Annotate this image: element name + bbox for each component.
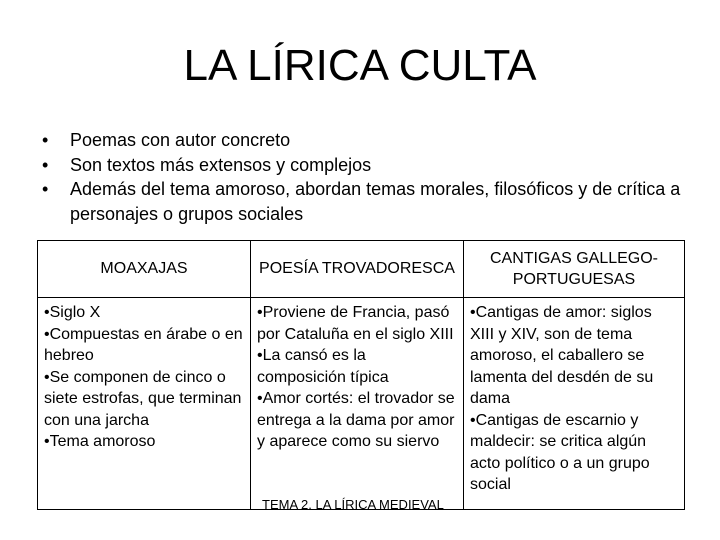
header-poesia-trovadoresca: POESÍA TROVADORESCA bbox=[251, 241, 464, 298]
column-moaxajas bbox=[38, 298, 251, 510]
table-header-row bbox=[38, 241, 685, 298]
list-item: •Proviene de Francia, pasó por Cataluña en el siglo XIII bbox=[257, 304, 454, 343]
list-item: •Compuestas en árabe o en hebreo bbox=[44, 325, 243, 364]
bullet-item: • Son textos más extensos y complejos bbox=[40, 153, 690, 178]
list-item: •Cantigas de escarnio y maldecir: se critica algún acto político o a un grupo social bbox=[470, 411, 650, 493]
list-item: •Tema amoroso bbox=[44, 433, 156, 450]
list-item: •Cantigas de amor: siglos XIII y XIV, son de tema amoroso, el caballero se lamenta del desdén de su dama bbox=[470, 304, 654, 407]
slide-title: LA LÍRICA CULTA bbox=[183, 41, 537, 90]
header-cantigas: CANTIGAS GALLEGO-PORTUGUESAS bbox=[464, 241, 685, 298]
column-cantigas bbox=[464, 298, 685, 510]
slide-footer: TEMA 2. LA LÍRICA MEDIEVAL bbox=[262, 497, 444, 512]
bullet-list bbox=[40, 128, 690, 226]
list-item: •La cansó es la composición típica bbox=[257, 347, 389, 386]
bullet-item: • Poemas con autor concreto bbox=[40, 128, 690, 153]
bullet-item: • Además del tema amoroso, abordan temas morales, filosóficos y de crítica a personajes o grupos sociales bbox=[40, 177, 690, 226]
list-item: •Amor cortés: el trovador se entrega a la dama por amor y aparece como su siervo bbox=[257, 390, 455, 450]
table-row bbox=[38, 298, 685, 510]
comparison-table bbox=[37, 240, 685, 510]
list-item: •Se componen de cinco o siete estrofas, que terminan con una jarcha bbox=[44, 368, 242, 429]
column-poesia-trovadoresca bbox=[251, 298, 464, 510]
list-item: •Siglo X bbox=[44, 304, 101, 321]
header-moaxajas: MOAXAJAS bbox=[38, 241, 251, 298]
